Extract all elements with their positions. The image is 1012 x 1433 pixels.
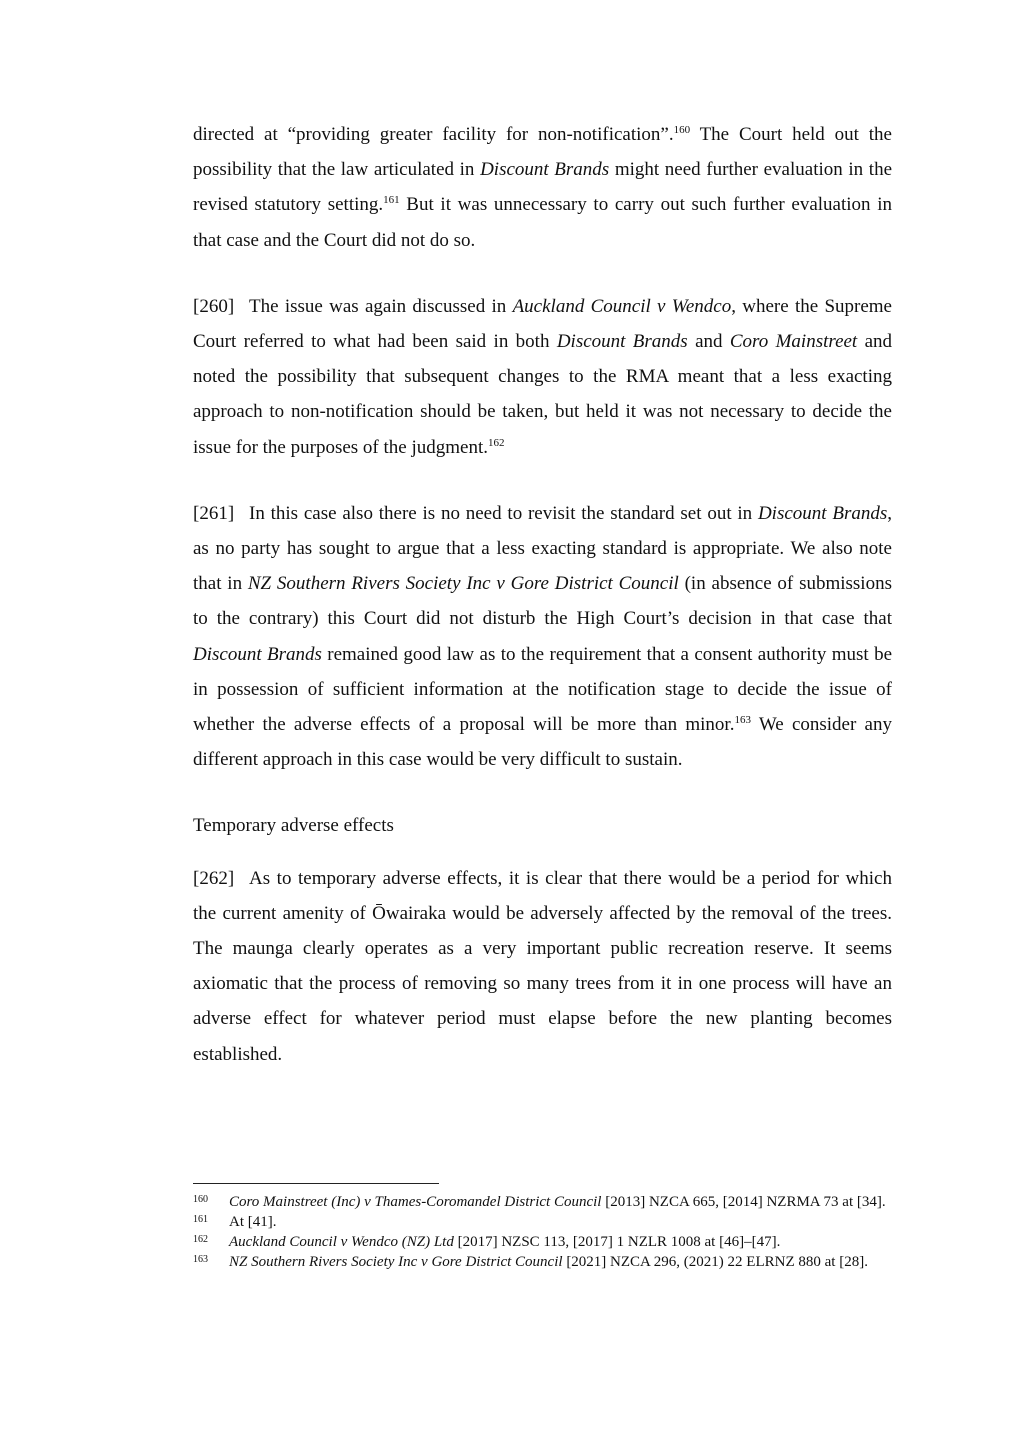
case-name-italic: NZ Southern Rivers Society Inc v Gore District Council (229, 1254, 563, 1270)
footnote-number: 160 (193, 1194, 208, 1205)
case-name-italic: Discount Brands (480, 159, 610, 181)
paragraph-body: The issue was again discussed in Auckland Council v Wendco, where the Supreme Court referred to what had been said in both Discount Brands and Coro Mainstreet and noted the possibility that subsequent changes to the RMA meant that a less exacting approach to non-notification should be taken, but held it was not necessary to decide the issue for the purposes of the judgment.$^{162}$ (193, 295, 893, 458)
footnote-reference[interactable]: 161 (383, 194, 400, 207)
case-name-italic: Coro Mainstreet (729, 331, 858, 353)
paragraph-number: [260] (193, 295, 235, 317)
judgment-page-body (193, 117, 892, 1072)
paragraph-number: [262] (193, 867, 235, 889)
footnote-text: At [41]. (229, 1214, 277, 1230)
footnotes (193, 1192, 892, 1272)
paragraph-260 (193, 289, 892, 465)
footnote-reference[interactable]: 160 (673, 124, 691, 136)
section-heading: Temporary adverse effects (193, 815, 394, 837)
paragraph-body: As to temporary adverse effects, it is clear that there would be a period for which the current amenity of Ōwairaka would be adversely affected by the removal of the trees. The maunga clearly operates as a very important public recreation reserve. It seems axiomatic that the process of removing so many trees from it in one process will have an adverse effect for whatever period must elapse before the new planting becomes established. (193, 867, 892, 1065)
case-name-italic: Discount Brands (556, 331, 688, 353)
paragraph-262 (193, 861, 892, 1072)
footnote-text: NZ Southern Rivers Society Inc v Gore District Council [2021] NZCA 296, (2021) 22 ELRNZ 880 at [28]. (229, 1254, 868, 1270)
case-name-italic: Auckland Council v Wendco (512, 295, 732, 317)
paragraph-number: [261] (193, 502, 235, 524)
footnote-reference[interactable]: 163 (734, 714, 751, 727)
footnote-reference[interactable]: 162 (487, 436, 505, 449)
paragraph-261 (193, 496, 892, 778)
footnote-number: 161 (193, 1214, 208, 1225)
footnote-161 (193, 1212, 892, 1232)
case-name-italic: Auckland Council v Wendco (NZ) Ltd (229, 1234, 454, 1250)
footnote-160 (193, 1192, 892, 1212)
footnote-text: Auckland Council v Wendco (NZ) Ltd [2017] NZSC 113, [2017] 1 NZLR 1008 at [46]–[47]. (229, 1234, 781, 1250)
footnote-text: Coro Mainstreet (Inc) v Thames-Coromandel District Council [2013] NZCA 665, [2014] NZRMA 73 at [34]. (229, 1194, 886, 1210)
footnote-162 (193, 1232, 892, 1252)
case-name-italic: Discount Brands (193, 643, 322, 665)
paragraph-body: In this case also there is no need to revisit the standard set out in Discount Brands, as no party has sought to argue that a less exacting standard is appropriate. We also note that in NZ Southern Rivers Society Inc v Gore District Council (in absence of submissions to the contrary) this Court did not disturb the High Court’s decision in that case that Discount Brands remained good law as to the requirement that a consent authority must be in possession of sufficient information at the notification stage to decide the issue of whether the adverse effects of a proposal will be more than minor.$^{163}$ We consider any different approach in this case would be very difficult to sustain. (193, 502, 893, 771)
footnote-number: 163 (193, 1254, 208, 1265)
footnote-number: 162 (193, 1234, 208, 1245)
paragraph-continued: directed at “providing greater facility for non-notification”.$^{160}$ The Court held out the possibility that the law articulated in Discount Brands might need further evaluation in the revised statutory setting.$^{161}$ But it was unnecessary to carry out such further evaluation in that case and the Court did not do so. (193, 124, 893, 251)
footnote-163 (193, 1252, 892, 1272)
case-name-italic: NZ Southern Rivers Society Inc v Gore District Council (247, 573, 679, 595)
case-name-italic: Discount Brands (757, 502, 888, 524)
case-name-italic: Coro Mainstreet (Inc) v Thames-Coromandel District Council (229, 1194, 602, 1210)
footnote-separator (193, 1183, 439, 1184)
